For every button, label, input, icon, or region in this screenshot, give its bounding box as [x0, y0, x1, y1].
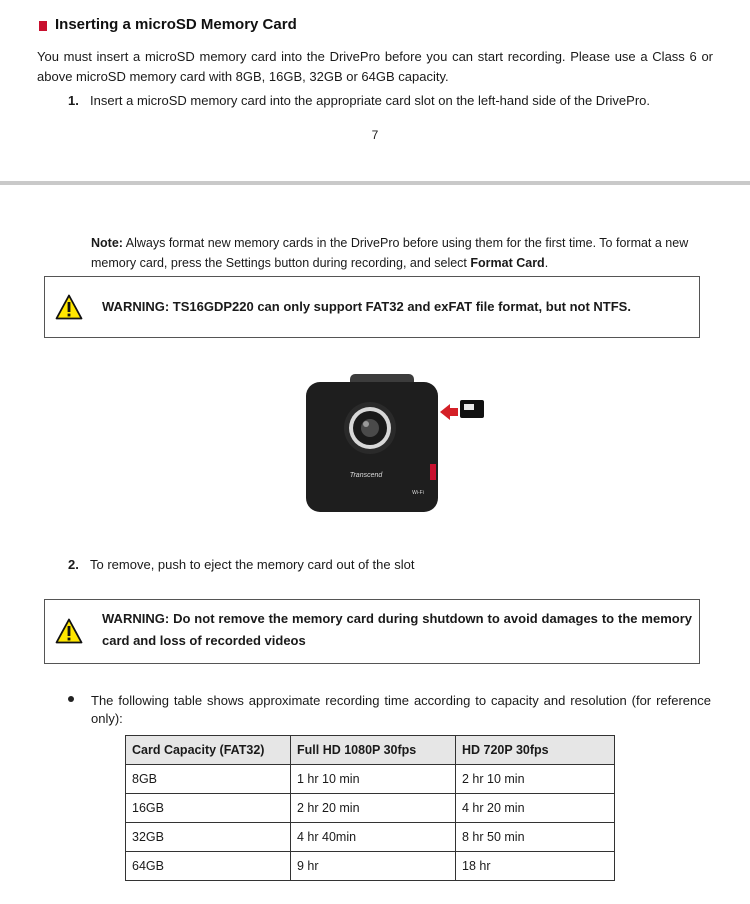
- table-header-1080p: Full HD 1080P 30fps: [291, 736, 456, 765]
- table-header-720p: HD 720P 30fps: [456, 736, 615, 765]
- table-header-row: [126, 736, 615, 765]
- section-title: Inserting a microSD Memory Card: [55, 16, 297, 33]
- note-paragraph: [91, 233, 691, 273]
- table-cell: 2 hr 10 min: [456, 765, 615, 794]
- section-marker: [39, 21, 47, 31]
- insert-arrow-icon: [440, 404, 458, 420]
- table-cell: 4 hr 40min: [291, 823, 456, 852]
- page-divider: [0, 181, 750, 185]
- table-cell: 1 hr 10 min: [291, 765, 456, 794]
- table-cell: 18 hr: [456, 852, 615, 881]
- step-2: [68, 556, 414, 574]
- table-cell: 64GB: [126, 852, 291, 881]
- bullet-icon: [68, 696, 74, 702]
- note-text: Always format new memory cards in the DrivePro before using them for the first time. To format a new memory card, press the Settings button during recording, and select: [91, 236, 689, 270]
- table-cell: 8 hr 50 min: [456, 823, 615, 852]
- table-header-capacity: Card Capacity (FAT32): [126, 736, 291, 765]
- warning-box-format: [44, 276, 700, 338]
- bullet-text: The following table shows approximate recording time according to capacity and resolution (for reference only):: [91, 693, 711, 726]
- warning-text-format: WARNING: TS16GDP220 can only support FAT32 and exFAT file format, but not NTFS.: [102, 299, 631, 314]
- intro-paragraph: You must insert a microSD memory card into the DrivePro before you can start recording. Please use a Class 6 or above microSD memory card with 8GB, 16GB, 32GB or 64GB capacity.: [37, 49, 713, 84]
- warning-icon: [55, 618, 83, 644]
- device-brand-label: Transcend: [349, 472, 383, 479]
- note-label: Note:: [91, 236, 123, 250]
- step-1-text: Insert a microSD memory card into the appropriate card slot on the left-hand side of the DrivePro.: [90, 93, 650, 108]
- drivepro-device-image: [300, 368, 500, 516]
- table-cell: 16GB: [126, 794, 291, 823]
- step-1: [68, 92, 650, 110]
- device-side-light: [430, 464, 436, 480]
- table-row: [126, 823, 615, 852]
- table-row: [126, 794, 615, 823]
- step-2-text: To remove, push to eject the memory card out of the slot: [90, 557, 415, 572]
- warning-text-shutdown: WARNING: Do not remove the memory card during shutdown to avoid damages to the memory card and loss of recorded videos: [102, 611, 692, 648]
- page-number: 7: [371, 128, 379, 142]
- table-cell: 8GB: [126, 765, 291, 794]
- table-cell: 9 hr: [291, 852, 456, 881]
- device-lens-highlight: [363, 421, 369, 427]
- warning-box-shutdown: [44, 599, 700, 664]
- table-cell: 4 hr 20 min: [456, 794, 615, 823]
- note-format-card: Format Card: [470, 256, 545, 270]
- warning-icon: [55, 294, 83, 320]
- device-wifi-label: Wi-Fi: [412, 490, 424, 496]
- note-end: .: [544, 256, 549, 270]
- table-row: [126, 765, 615, 794]
- table-cell: 32GB: [126, 823, 291, 852]
- step-2-number: 2.: [68, 557, 79, 572]
- table-row: [126, 852, 615, 881]
- step-1-number: 1.: [68, 93, 79, 108]
- table-cell: 2 hr 20 min: [291, 794, 456, 823]
- device-lens: [361, 419, 379, 437]
- recording-time-table: [125, 735, 615, 881]
